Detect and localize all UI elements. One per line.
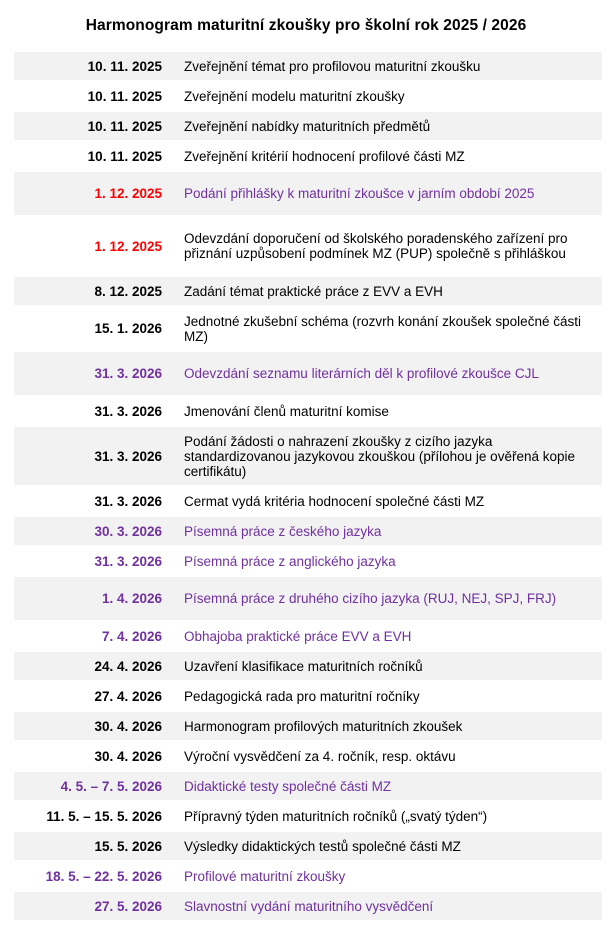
- table-row: [14, 307, 602, 352]
- row-date: 1. 4. 2026: [101, 591, 162, 606]
- row-description: Pedagogická rada pro maturitní ročníky: [184, 688, 420, 704]
- table-row: [14, 862, 602, 892]
- row-description: Uzavření klasifikace maturitních ročníků: [184, 658, 423, 674]
- row-description: Didaktické testy společné části MZ: [184, 778, 392, 794]
- row-description: Slavnostní vydání maturitního vysvědčení: [184, 898, 434, 914]
- table-row: [14, 397, 602, 427]
- row-date: 31. 3. 2026: [94, 448, 162, 464]
- table-row: [14, 172, 602, 217]
- table-row: [14, 682, 602, 712]
- row-description: Podání žádosti o nahrazení zkoušky z cizího jazyka standardizovanou jazykovou zkouškou (přílohou je ověřená kopie certifikátu): [184, 433, 575, 479]
- table-row: [14, 82, 602, 112]
- row-date: 30. 4. 2026: [94, 718, 162, 734]
- table-row: [14, 427, 602, 487]
- row-date: 1. 12. 2025: [94, 238, 162, 254]
- table-row: [14, 802, 602, 832]
- row-date: 15. 1. 2026: [94, 321, 162, 336]
- row-description: Písemná práce z druhého cizího jazyka (RUJ, NEJ, SPJ, FRJ): [184, 591, 557, 606]
- row-date: 27. 4. 2026: [94, 688, 162, 704]
- table-row: [14, 772, 602, 802]
- row-description: Jednotné zkušební schéma (rozvrh konání zkoušek společné části MZ): [184, 313, 581, 344]
- row-description: Písemná práce z anglického jazyka: [184, 553, 396, 569]
- table-row: [14, 652, 602, 682]
- row-description: Podání přihlášky k maturitní zkoušce v jarním období 2025: [184, 186, 535, 201]
- row-date: 10. 11. 2025: [87, 118, 162, 134]
- row-description: Zveřejnění témat pro profilovou maturitní zkoušku: [184, 58, 481, 74]
- row-description: Harmonogram profilových maturitních zkoušek: [184, 718, 463, 734]
- row-date: 27. 5. 2026: [94, 898, 162, 914]
- table-row: [14, 832, 602, 862]
- table-row: [14, 277, 602, 307]
- row-description: Cermat vydá kritéria hodnocení společné části MZ: [184, 493, 485, 509]
- row-description: Zveřejnění nabídky maturitních předmětů: [184, 118, 431, 134]
- row-date: 31. 3. 2026: [94, 366, 162, 381]
- row-date: 1. 12. 2025: [94, 186, 162, 201]
- page-title: Harmonogram maturitní zkoušky pro školní rok 2025 / 2026: [85, 17, 527, 34]
- row-description: Odevzdání seznamu literárních děl k profilové zkoušce CJL: [184, 366, 539, 381]
- row-date: 8. 12. 2025: [94, 283, 162, 299]
- row-date: 30. 3. 2026: [94, 523, 162, 539]
- schedule-table: [14, 52, 602, 922]
- row-description: Zadání témat praktické práce z EVV a EVH: [184, 283, 443, 299]
- row-description: Písemná práce z českého jazyka: [184, 523, 382, 539]
- table-row: [14, 622, 602, 652]
- row-date: 11. 5. – 15. 5. 2026: [46, 808, 162, 824]
- table-row: [14, 217, 602, 277]
- table-row: [14, 142, 602, 172]
- row-description: Zveřejnění kritérií hodnocení profilové části MZ: [184, 148, 465, 164]
- row-date: 24. 4. 2026: [94, 658, 162, 674]
- table-row: [14, 712, 602, 742]
- row-description: Přípravný týden maturitních ročníků („svatý týden“): [184, 808, 488, 824]
- row-description: Zveřejnění modelu maturitní zkoušky: [184, 88, 405, 104]
- row-description: Odevzdání doporučení od školského poradenského zařízení pro přiznání uzpůsobení podmínek MZ (PUP) společně s přihláškou: [184, 231, 568, 261]
- row-description: Jmenování členů maturitní komise: [184, 403, 389, 419]
- row-description: Obhajoba praktické práce EVV a EVH: [184, 628, 412, 644]
- table-row: [14, 112, 602, 142]
- row-date: 10. 11. 2025: [87, 58, 162, 74]
- row-date: 10. 11. 2025: [87, 88, 162, 104]
- row-date: 31. 3. 2026: [94, 493, 162, 509]
- row-date: 15. 5. 2026: [94, 838, 162, 854]
- row-date: 7. 4. 2026: [101, 628, 162, 644]
- table-row: [14, 517, 602, 547]
- table-row: [14, 487, 602, 517]
- row-date: 31. 3. 2026: [94, 553, 162, 569]
- table-row: [14, 892, 602, 922]
- table-row: [14, 742, 602, 772]
- row-date: 10. 11. 2025: [87, 148, 162, 164]
- row-date: 4. 5. – 7. 5. 2026: [60, 778, 162, 794]
- row-description: Výroční vysvědčení za 4. ročník, resp. oktávu: [184, 748, 456, 764]
- row-description: Výsledky didaktických testů společné části MZ: [184, 838, 461, 854]
- table-row: [14, 52, 602, 82]
- row-date: 30. 4. 2026: [94, 748, 162, 764]
- row-date: 18. 5. – 22. 5. 2026: [45, 868, 162, 884]
- row-date: 31. 3. 2026: [94, 403, 162, 419]
- row-description: Profilové maturitní zkoušky: [184, 868, 346, 884]
- table-row: [14, 577, 602, 622]
- table-row: [14, 547, 602, 577]
- table-row: [14, 352, 602, 397]
